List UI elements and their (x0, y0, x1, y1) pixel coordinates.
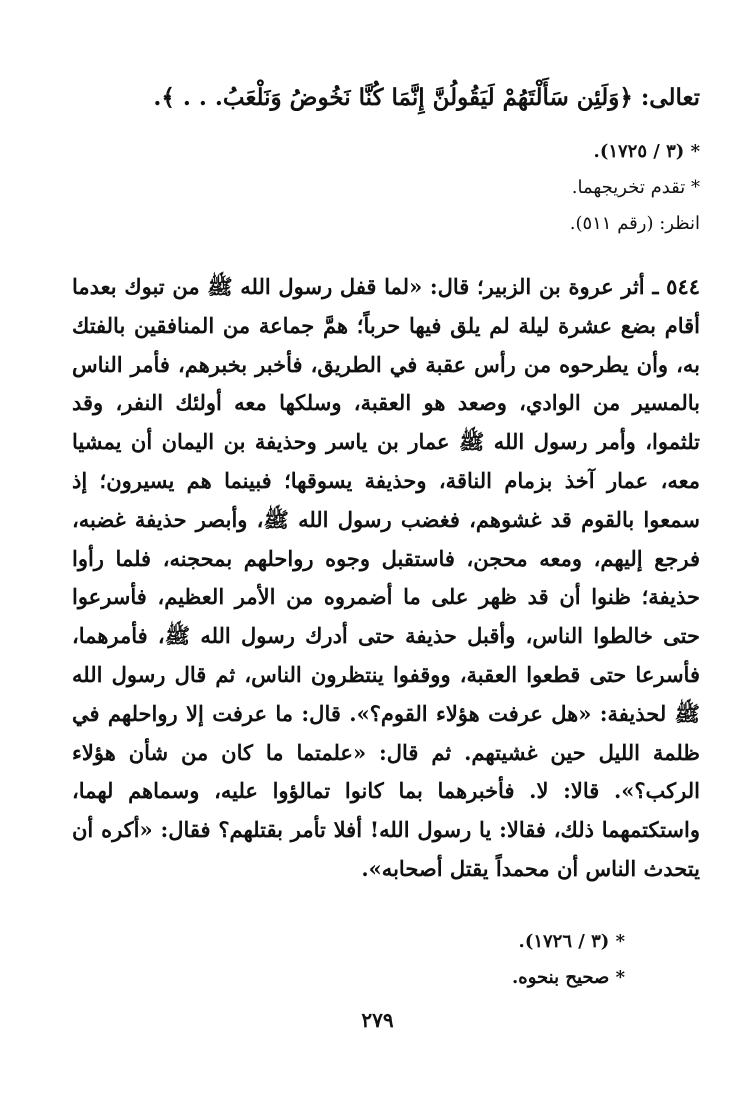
verse-intro: تعالى: (640, 84, 700, 111)
reference-line: * (٣ / ١٧٢٦). (518, 931, 625, 952)
reference-line: * (٣ / ١٧٢٥). (593, 141, 700, 162)
verse-text: ﴿وَلَئِن سَأَلْتَهُمْ لَيَقُولُنَّ إِنَّمَا كُنَّا نَخُوضُ وَنَلْعَبُ. . . ﴾. (153, 84, 633, 111)
narration-number: ٥٤٤ ـ (652, 274, 701, 299)
narration-text: أثر عروة بن الزبير؛ قال: «لما قفل رسول الله ﷺ من تبوك بعدما أقام بضع عشرة ليلة لم يلق فيها حرباً؛ همَّ جماعة من المنافقين بالفتك به، وأن يطرحوه من رأس عقبة في الطريق، فأخبر بخبرهم، فأمر الناس بالمسير من الوادي، وصعد هو العقبة، وسلكها معه أولئك النفر، وقد تلثموا، وأمر رسول الله ﷺ عمار بن ياسر وحذيفة بن اليمان أن يمشيا معه، عمار آخذ بزمام الناقة، وحذيفة يسوقها؛ فبينما هم يسيرون؛ إذ سمعوا بالقوم قد غشوهم، فغضب رسول الله ﷺ، وأبصر حذيفة غضبه، فرجع إليهم، ومعه محجن، فاستقبل وجوه رواحلهم بمحجنه، فلما رأوا حذيفة؛ ظنوا أن قد ظهر على ما أضمروه من الأمر العظيم، فأسرعوا حتى خالطوا الناس، وأقبل حذيفة حتى أدرك رسول الله ﷺ، فأمرهما، فأسرعا حتى قطعوا العقبة، ووقفوا ينتظرون الناس، ثم قال رسول الله ﷺ لحذيفة: «هل عرفت هؤلاء القوم؟». قال: ما عرفت إلا رواحلهم في ظلمة الليل حين غشيتهم. ثم قال: «علمتما ما كان من شأن هؤلاء الركب؟». قالا: لا. فأخبرهما بما كانوا تمالؤوا عليه، وسماهم لهما، واستكتمهما ذلك، فقالا: يا رسول الله! أفلا تأمر بقتلهم؟ فقال: «أكره أن يتحدث الناس أن محمداً يقتل أصحابه». (72, 274, 700, 881)
narration-block (72, 268, 700, 889)
narration-paragraph (72, 268, 700, 889)
page-number: ٢٧٩ (361, 1008, 394, 1032)
reference-line: انظر: (رقم ٥١١). (569, 213, 700, 234)
reference-line: * صحيح بنحوه. (512, 967, 625, 988)
quran-verse-line (153, 78, 700, 118)
reference-line: * تقدم تخريجهما. (571, 177, 700, 198)
